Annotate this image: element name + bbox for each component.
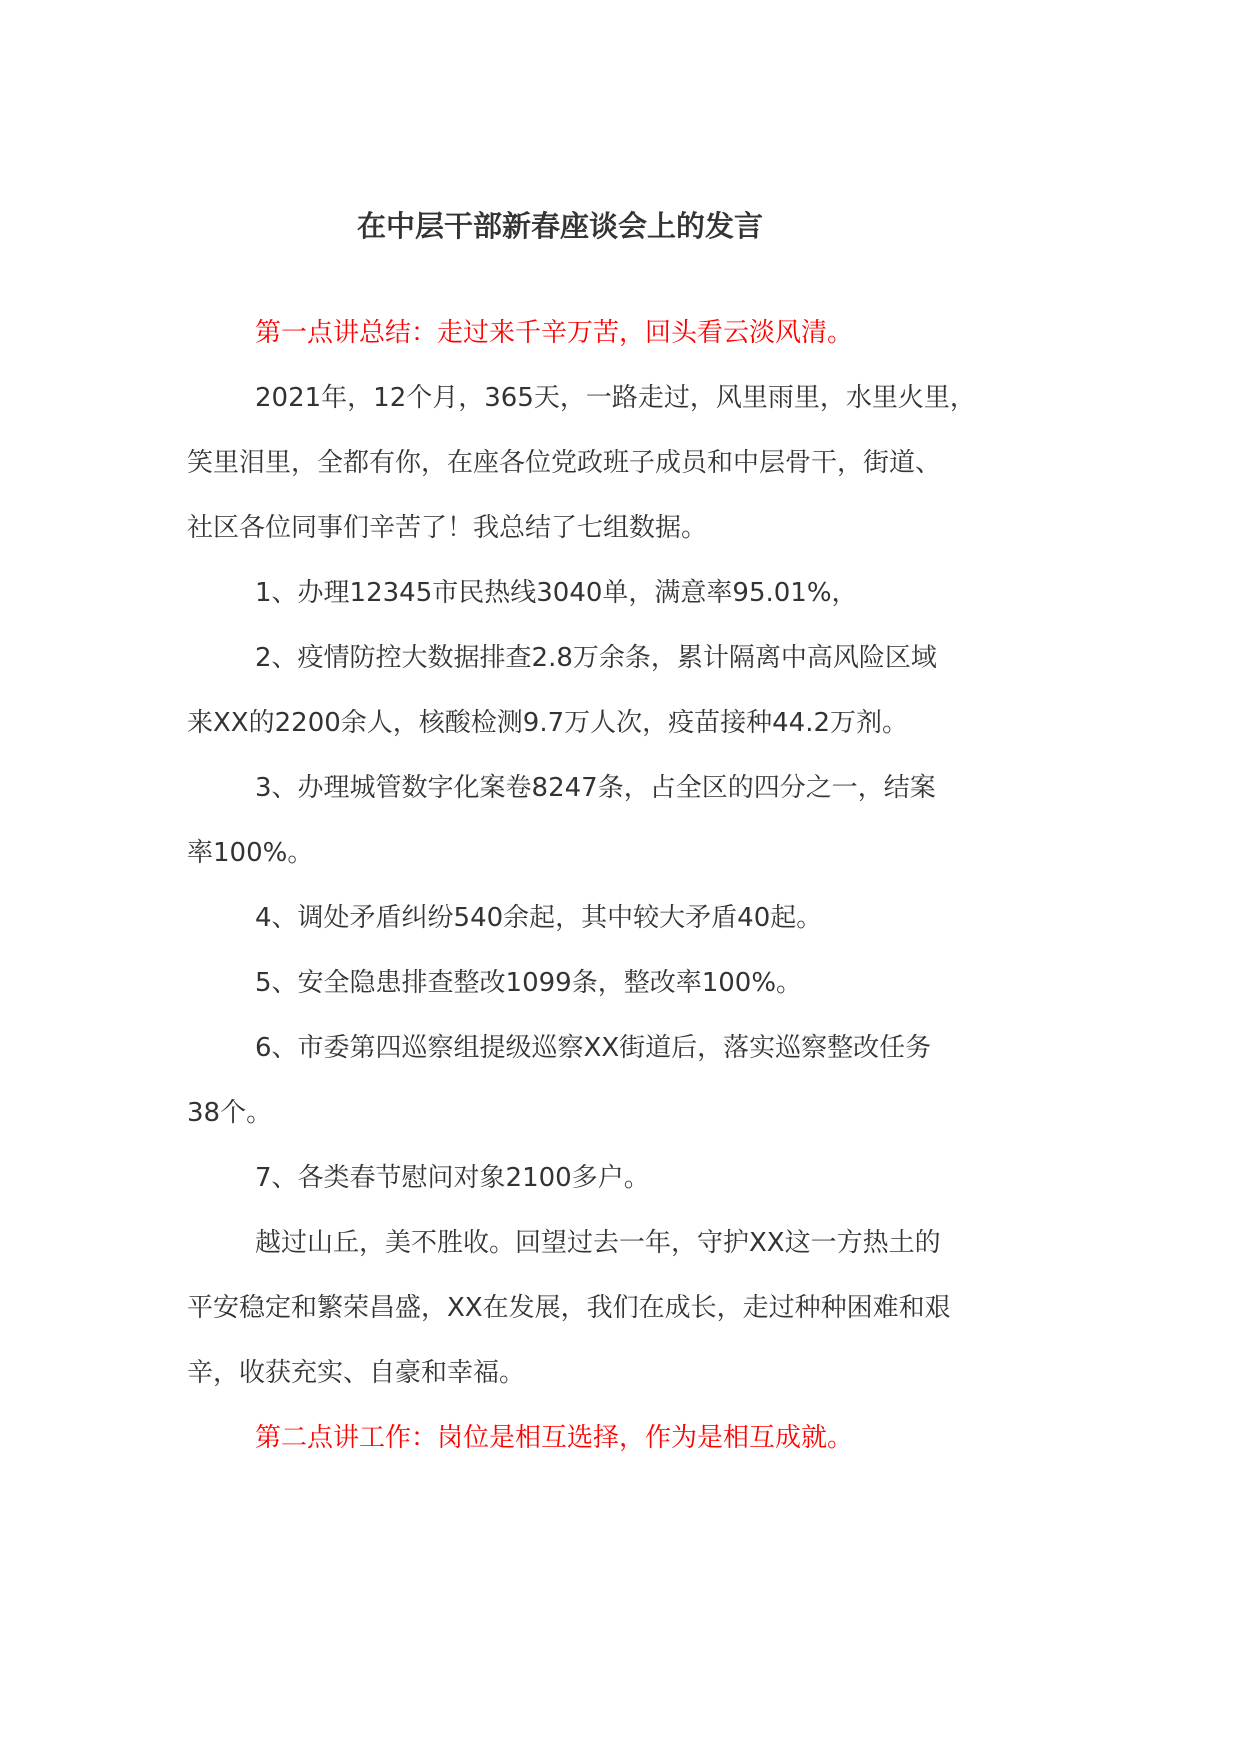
paragraph-intro — [187, 366, 1057, 561]
paragraph-line: 38个。 — [187, 1098, 273, 1128]
paragraph-line: 5、安全隐患排查整改1099条，整改率100%。 — [255, 968, 803, 998]
paragraph-line: 率100%。 — [187, 838, 314, 868]
list-item-4 — [187, 886, 1057, 951]
paragraph-line: 第二点讲工作：岗位是相互选择，作为是相互成就。 — [255, 1423, 854, 1453]
list-item-7 — [187, 1146, 1057, 1211]
section-heading-1 — [187, 301, 1057, 366]
paragraph-line: 辛，收获充实、自豪和幸福。 — [187, 1358, 526, 1388]
paragraph-line: 社区各位同事们辛苦了！我总结了七组数据。 — [187, 513, 708, 543]
paragraph-line: 笑里泪里，全都有你，在座各位党政班子成员和中层骨干，街道、 — [187, 448, 942, 478]
list-item-2 — [187, 626, 1057, 756]
paragraph-line: 来XX的2200余人，核酸检测9.7万人次，疫苗接种44.2万剂。 — [187, 708, 909, 738]
list-item-3 — [187, 756, 1057, 886]
document-body — [187, 301, 1057, 1471]
paragraph-line: 第一点讲总结：走过来千辛万苦，回头看云淡风清。 — [255, 318, 854, 348]
paragraph-line: 7、各类春节慰问对象2100多户。 — [255, 1163, 650, 1193]
document-title: 在中层干部新春座谈会上的发言 — [356, 209, 763, 243]
paragraph-line: 3、办理城管数字化案卷8247条，占全区的四分之一，结案 — [255, 773, 936, 803]
list-item-6 — [187, 1016, 1057, 1146]
paragraph-line: 1、办理12345市民热线3040单，满意率95.01%， — [255, 578, 858, 608]
list-item-5 — [187, 951, 1057, 1016]
paragraph-line: 平安稳定和繁荣昌盛，XX在发展，我们在成长，走过种种困难和艰 — [187, 1293, 951, 1323]
paragraph-reflection — [187, 1211, 1057, 1406]
paragraph-line: 越过山丘，美不胜收。回望过去一年，守护XX这一方热土的 — [255, 1228, 941, 1258]
paragraph-line: 4、调处矛盾纠纷540余起，其中较大矛盾40起。 — [255, 903, 823, 933]
paragraph-line: 2、疫情防控大数据排查2.8万余条，累计隔离中高风险区域 — [255, 643, 937, 673]
paragraph-line: 2021年，12个月，365天，一路走过，风里雨里，水里火里， — [255, 383, 976, 413]
paragraph-line: 6、市委第四巡察组提级巡察XX街道后，落实巡察整改任务 — [255, 1033, 932, 1063]
section-heading-2 — [187, 1406, 1057, 1471]
list-item-1 — [187, 561, 1057, 626]
